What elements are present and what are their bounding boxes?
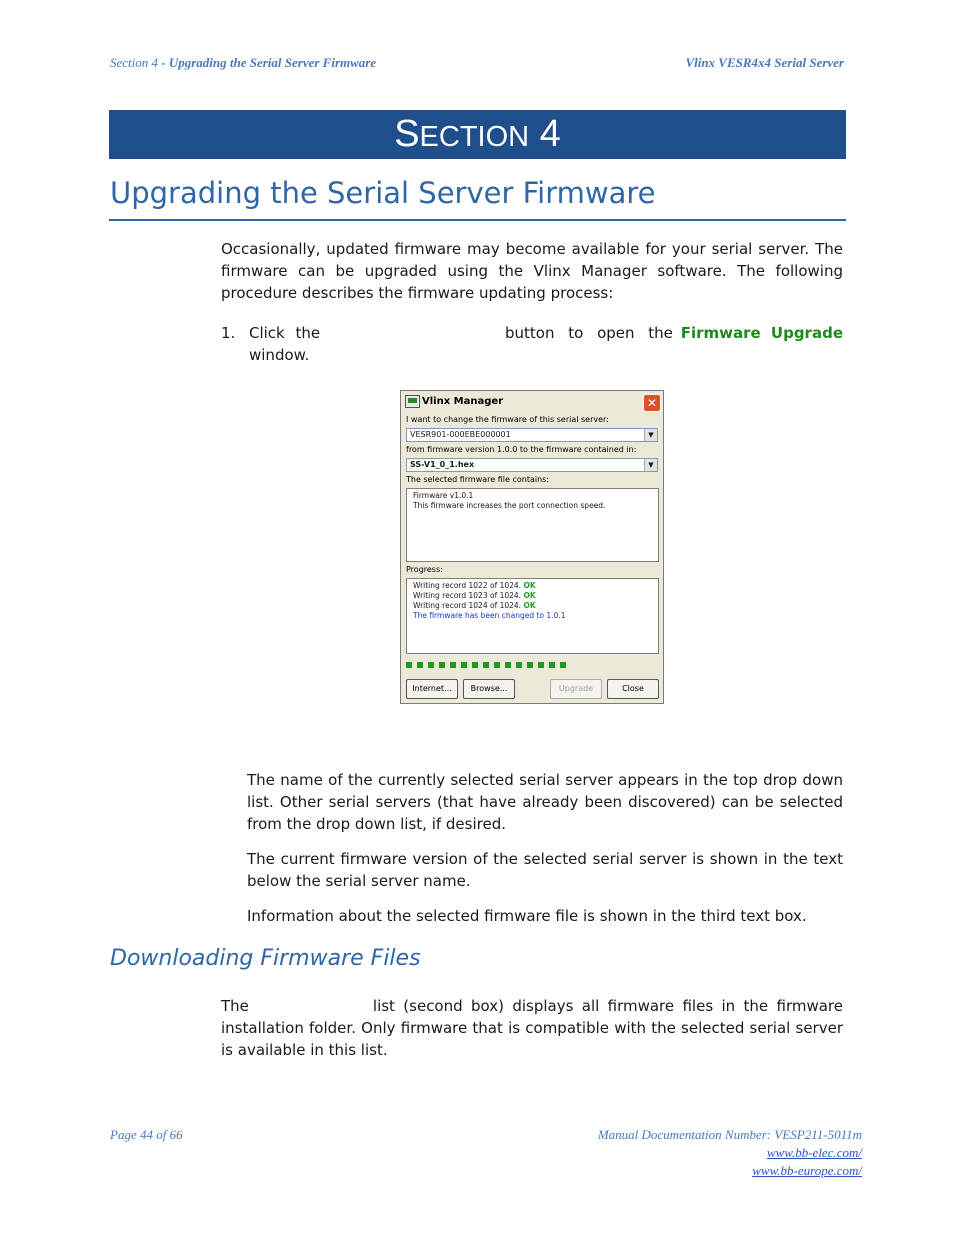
server-label: I want to change the firmware of this serial server:	[406, 415, 609, 424]
internet-button[interactable]: Internet...	[406, 679, 458, 699]
running-header-right: Vlinx VESR4x4 Serial Server	[685, 55, 844, 70]
progress-bar	[406, 661, 659, 669]
progress-segment	[439, 662, 445, 668]
server-dropdown[interactable]	[406, 428, 658, 442]
progress-status: OK	[523, 591, 536, 600]
step-1-end: window.	[249, 346, 310, 364]
upgrade-button[interactable]: Upgrade	[550, 679, 602, 699]
progress-text: Writing record 1024 of 1024.	[413, 601, 522, 610]
contents-line: Firmware v1.0.1	[413, 491, 474, 500]
progress-segment	[494, 662, 500, 668]
progress-line	[413, 601, 652, 611]
chevron-down-icon[interactable]: ▼	[644, 459, 657, 471]
close-icon[interactable]: ✕	[643, 394, 661, 412]
progress-text: Writing record 1023 of 1024.	[413, 591, 522, 600]
progress-segment	[450, 662, 456, 668]
subheading: Downloading Firmware Files	[110, 946, 421, 971]
progress-segment	[538, 662, 544, 668]
dialog-title: Vlinx Manager	[422, 396, 504, 407]
dialog-titlebar	[401, 391, 663, 413]
progress-log-box[interactable]	[406, 578, 659, 654]
page-title: Upgrading the Serial Server Firmware	[110, 176, 656, 210]
title-rule	[109, 219, 846, 221]
close-button[interactable]: Close	[607, 679, 659, 699]
footer-link-bb-elec[interactable]	[767, 1145, 862, 1161]
intro-paragraph: Occasionally, updated firmware may become available for your serial server. The firmware can be upgraded using the Vlinx Manager software. The following procedure describes the firmware updating process:	[221, 240, 843, 302]
section-banner	[109, 110, 846, 159]
progress-status: OK	[523, 581, 536, 590]
step-1-click: Click the	[249, 324, 321, 342]
footer-link-bb-europe[interactable]	[752, 1163, 862, 1179]
contents-line: This firmware increases the port connection speed.	[413, 501, 606, 510]
progress-segment	[549, 662, 555, 668]
progress-segment	[527, 662, 533, 668]
contents-label: The selected firmware file contains:	[406, 475, 550, 484]
server-dropdown-value: VESR901-000EBE000001	[410, 430, 511, 439]
step-1-window-name: Firmware Upgrade	[680, 324, 843, 342]
progress-label: Progress:	[406, 565, 443, 574]
progress-final-message: The firmware has been changed to 1.0.1	[413, 611, 566, 620]
firmware-file-value: SS-V1_0_1.hex	[410, 460, 475, 469]
link-bb-elec[interactable]: www.bb-elec.com/	[766, 1145, 862, 1160]
progress-segment	[417, 662, 423, 668]
running-header-left	[110, 55, 376, 71]
paragraph-firmware-list-rest: list (second box) displays all firmware files in the firmware installation folder. Only firmware that is compatible with the selected serial server is available in this list.	[221, 997, 843, 1059]
chevron-down-icon[interactable]: ▼	[644, 429, 657, 441]
progress-segment	[406, 662, 412, 668]
page-number: Page 44 of 66	[110, 1127, 183, 1142]
progress-segment	[461, 662, 467, 668]
browse-button[interactable]: Browse...	[463, 679, 515, 699]
progress-segment	[505, 662, 511, 668]
app-icon	[405, 395, 420, 408]
firmware-version-label: from firmware version 1.0.0 to the firmware contained in:	[406, 445, 637, 454]
paragraph-firmware-list	[221, 995, 843, 1061]
link-bb-europe[interactable]: www.bb-europe.com/	[752, 1163, 862, 1178]
header-section-title: - Upgrading the Serial Server Firmware	[161, 55, 377, 70]
section-banner-initial: S	[394, 113, 420, 155]
progress-status: OK	[523, 601, 536, 610]
progress-line	[413, 591, 652, 601]
section-banner-rest: ECTION	[419, 121, 530, 153]
firmware-contents-box[interactable]	[406, 488, 659, 562]
progress-segment	[560, 662, 566, 668]
progress-segment	[428, 662, 434, 668]
progress-segment	[472, 662, 478, 668]
section-banner-number: 4	[529, 113, 561, 155]
paragraph-server-name: The name of the currently selected serial server appears in the top drop down list. Other serial servers (that have already been discovered) can be selected from the drop down list, if desired.	[247, 771, 843, 833]
progress-segment	[483, 662, 489, 668]
firmware-upgrade-dialog	[400, 390, 664, 704]
footer-doc-number: Manual Documentation Number: VESP211-5011m	[597, 1127, 862, 1142]
progress-line	[413, 581, 652, 591]
step-1-middle: button to open the	[505, 324, 673, 342]
header-section-label: Section 4	[110, 55, 159, 70]
progress-segment	[516, 662, 522, 668]
firmware-file-dropdown[interactable]	[406, 458, 658, 472]
paragraph-firmware-list-start: The	[221, 997, 249, 1015]
paragraph-file-info: Information about the selected firmware file is shown in the third text box.	[247, 907, 807, 925]
progress-text: Writing record 1022 of 1024.	[413, 581, 522, 590]
paragraph-firmware-version: The current firmware version of the selected serial server is shown in the text below the serial server name.	[247, 850, 843, 890]
step-1-number: 1.	[221, 324, 236, 342]
